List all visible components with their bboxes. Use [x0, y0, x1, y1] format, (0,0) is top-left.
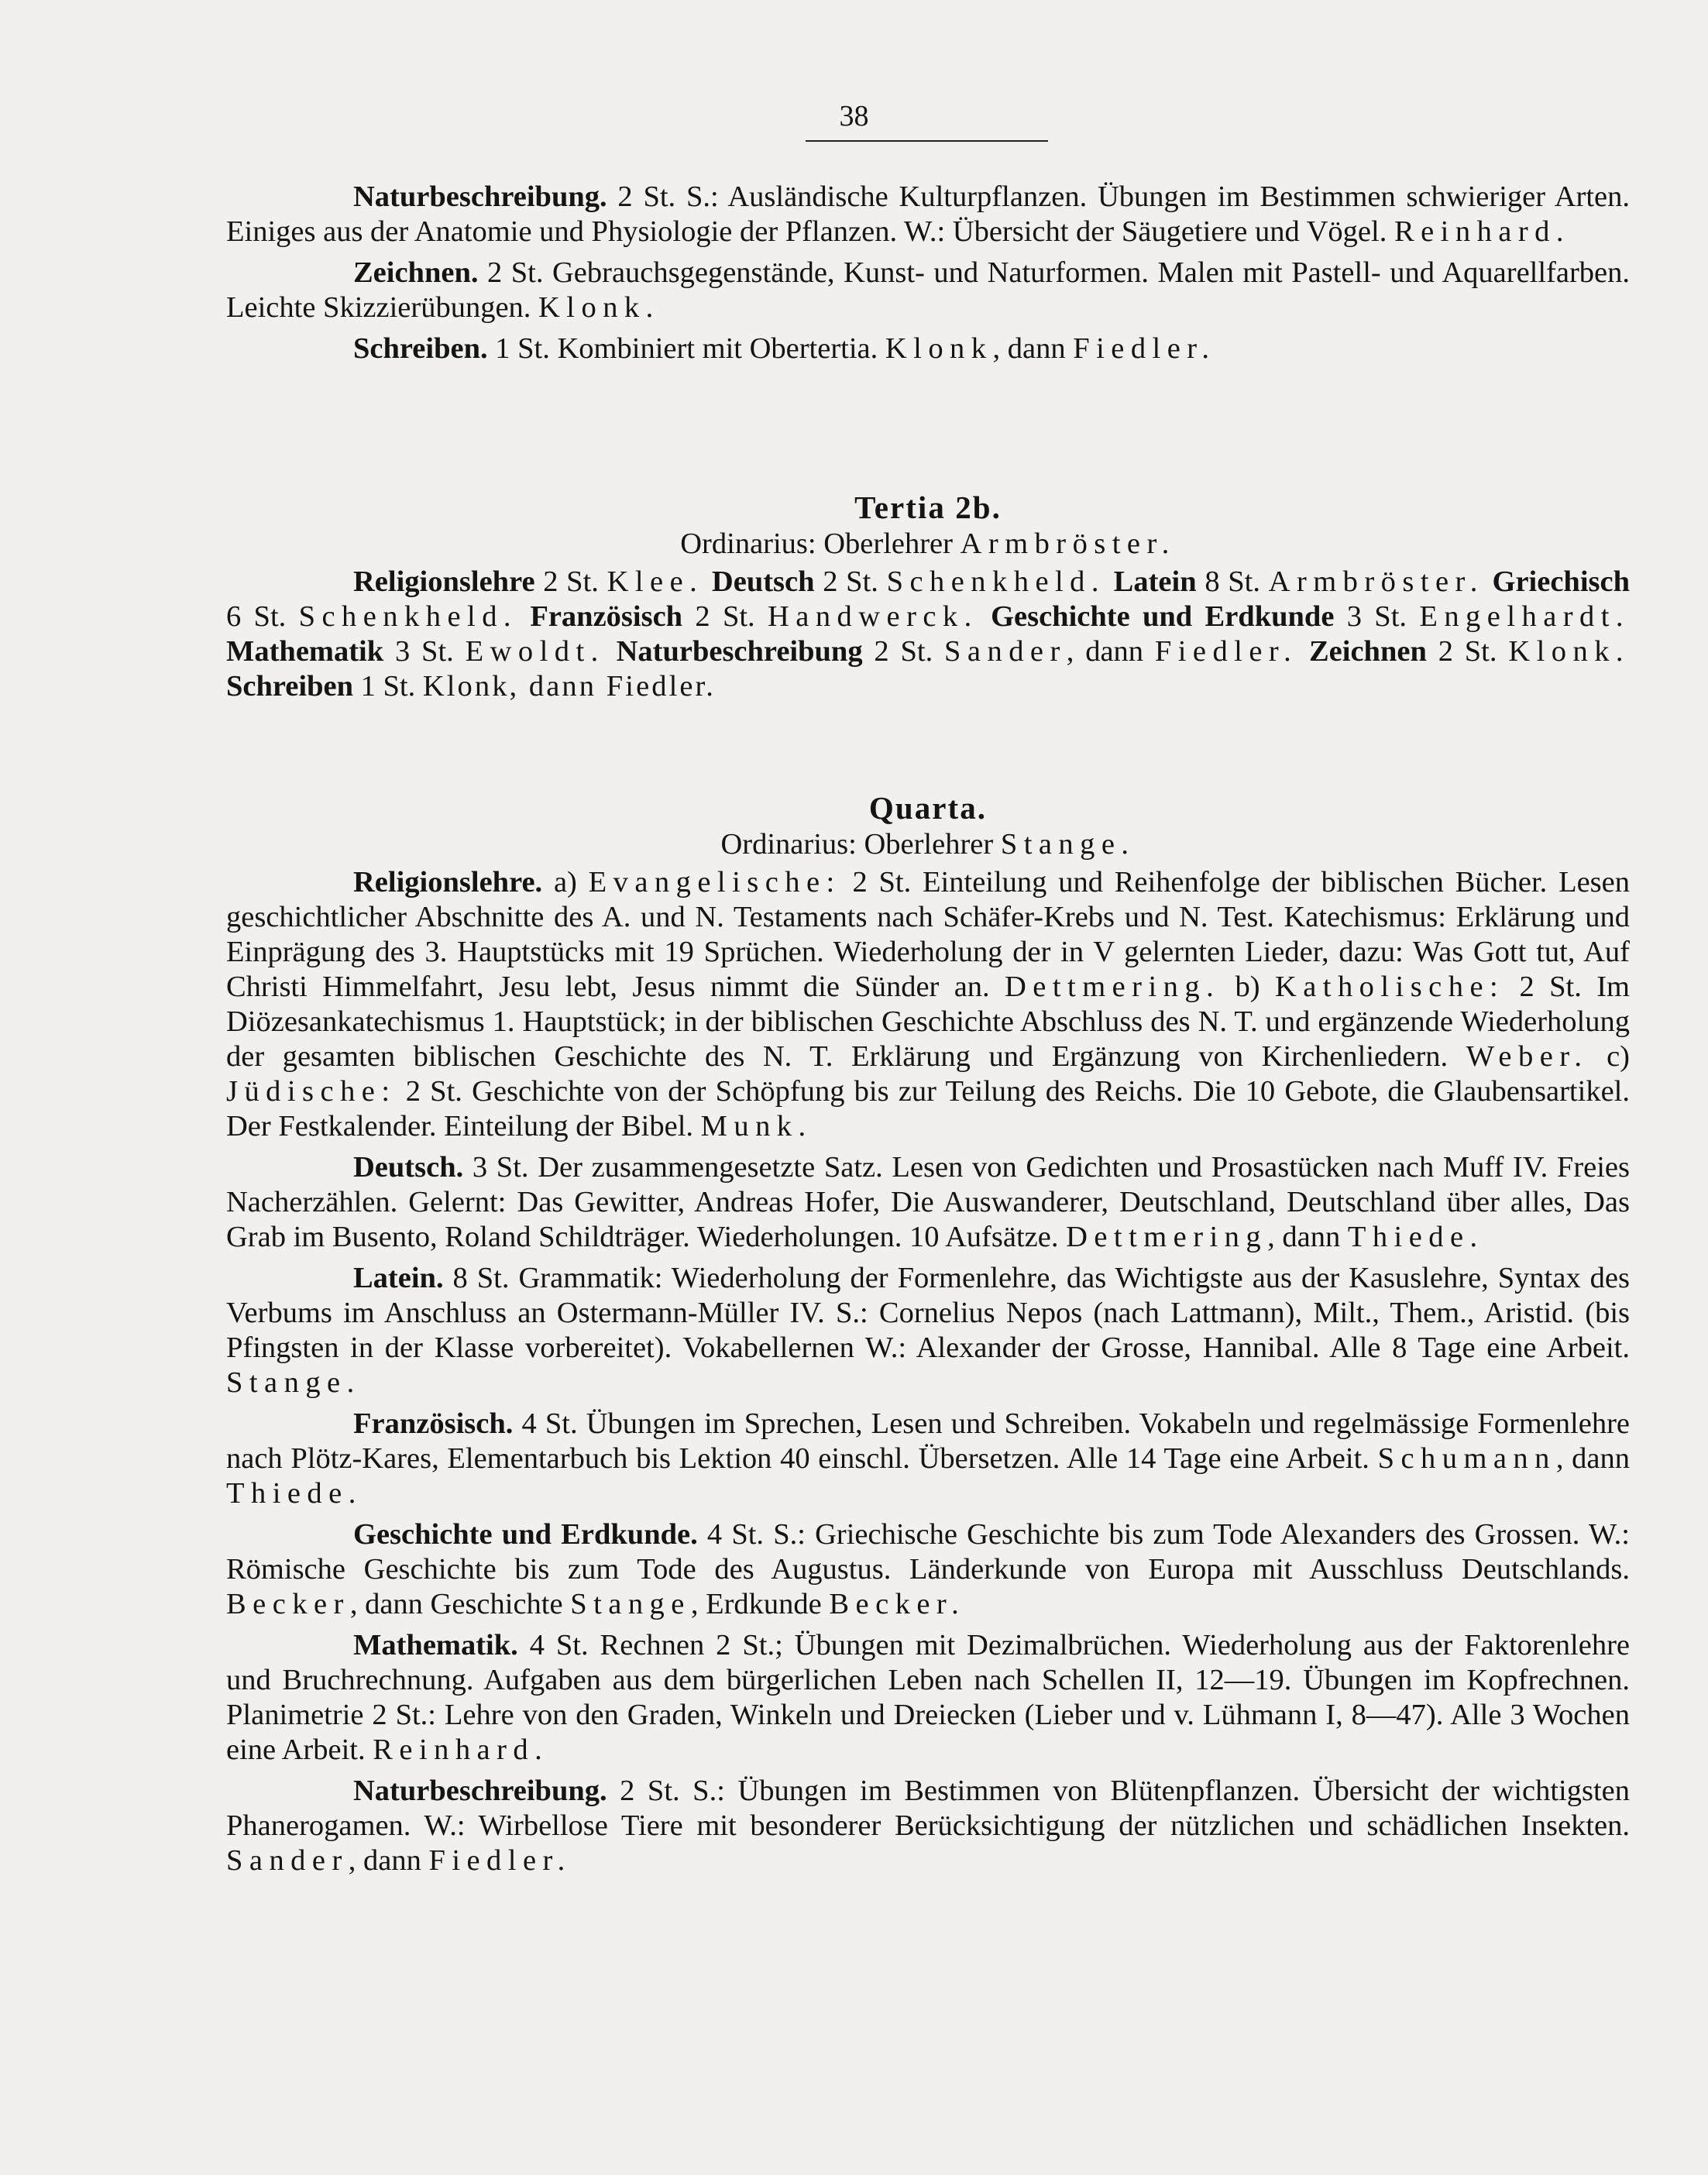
- teacher-name: Klonk.: [538, 291, 660, 324]
- ordinarius-name: Stange.: [1000, 828, 1136, 861]
- paragraph-text: 4 St. Rechnen 2 St.; Übungen mit Dezimalbrüchen. Wiederholung aus der Faktorenlehre und Bruchrechnung. Aufgaben aus dem bürgerlichen Leben nach Schellen II, 12—19. Übungen im Kopfrechnen. Planimetrie 2 St.: Lehre von den Graden, Winkeln und Dreiecken (Lieber und v. Lühmann I, 8—47). Alle 3 Wochen eine Arbeit.: [226, 1629, 1630, 1766]
- teacher-name: Thiede.: [1347, 1221, 1484, 1253]
- ordinarius-line: [226, 827, 1630, 862]
- text-connector: , dann: [992, 332, 1074, 365]
- paragraph-text: 2 St.: [1426, 635, 1509, 668]
- subject-heading: Naturbeschreibung: [604, 635, 863, 668]
- teacher-name: Schumann: [1377, 1442, 1556, 1475]
- teacher-name: Sander: [226, 1844, 349, 1877]
- teacher-name: Armbröster.: [1268, 565, 1484, 598]
- paragraph-schreiben-top: [226, 332, 1630, 366]
- paragraph-text: 2 St. Im Diözesankatechismus 1. Hauptstück; in der biblischen Geschichte Abschluss des N. T. und ergänzende Wiederholung der gesamten biblischen Geschichte des N. T. Erklärung und Ergänzung von Kirchenliedern.: [226, 971, 1630, 1073]
- teacher-name: Munk.: [700, 1110, 813, 1142]
- teacher-name: Klonk, dann Fiedler.: [422, 670, 716, 703]
- paragraph-mathematik: [226, 1628, 1630, 1768]
- paragraph-text: 8 St.: [1196, 565, 1269, 598]
- teacher-name: Sander: [944, 635, 1067, 668]
- spaced-term: Jüdische:: [226, 1075, 397, 1108]
- top-section: [226, 180, 1630, 366]
- paragraph-text: 4 St. S.: Griechische Geschichte bis zum Tode Alexanders des Grossen. W.: Römische Geschichte bis zum Tode des Augustus. Länderkunde von Europa mit Ausschluss Deutschlands.: [226, 1518, 1630, 1586]
- teacher-name: Engelhardt.: [1419, 600, 1631, 633]
- subject-heading: Latein: [1105, 565, 1197, 598]
- subject-heading: Mathematik: [226, 635, 384, 668]
- teacher-name: Fiedler.: [1154, 635, 1298, 668]
- text-connector: , dann: [1066, 635, 1155, 668]
- paragraph-text: c): [1588, 1040, 1630, 1073]
- paragraph-text: 1 St.: [353, 670, 423, 703]
- subject-heading: Zeichnen.: [353, 256, 479, 289]
- subject-heading: Mathematik.: [353, 1629, 518, 1661]
- subject-heading: Deutsch: [703, 565, 815, 598]
- subject-heading: Religionslehre.: [353, 866, 543, 899]
- paragraph-naturbeschreibung-top: [226, 180, 1630, 249]
- teacher-name: Fiedler.: [1073, 332, 1216, 365]
- subject-heading: Geschichte und Erdkunde.: [353, 1518, 698, 1551]
- page-number: 38: [839, 100, 869, 132]
- teacher-name: Becker.: [829, 1588, 966, 1620]
- paragraph-text: 6 St.: [226, 600, 299, 633]
- paragraph-franzoesisch: [226, 1407, 1630, 1511]
- text-connector: , dann Geschichte: [349, 1588, 571, 1620]
- teacher-name: Reinhard.: [373, 1733, 549, 1766]
- spaced-term: Evangelische:: [588, 866, 841, 899]
- subject-heading: Naturbeschreibung.: [353, 1775, 607, 1807]
- teacher-name: Schenkheld.: [886, 565, 1105, 598]
- teacher-name: Klee.: [607, 565, 704, 598]
- paragraph-geschichte: [226, 1517, 1630, 1622]
- paragraph-text: 2 St. Geschichte von der Schöpfung bis zur Teilung des Reichs. Die 10 Gebote, die Glaubensartikel. Der Festkalender. Einteilung der Bibel.: [226, 1075, 1630, 1142]
- teacher-name: Thiede.: [226, 1477, 363, 1510]
- paragraph-religionslehre: [226, 865, 1630, 1144]
- text-connector: , Erdkunde: [690, 1588, 830, 1620]
- teacher-name: Dettmering: [1066, 1221, 1268, 1253]
- teacher-name: Stange: [570, 1588, 691, 1620]
- ordinarius-label: Ordinarius: Oberlehrer: [720, 828, 1001, 861]
- subject-heading: Geschichte und Erdkunde: [978, 600, 1335, 633]
- paragraph-text: 2 St. S.: Übungen im Bestimmen von Blütenpflanzen. Übersicht der wichtigsten Phanerogamen. W.: Wirbellose Tiere mit besonderer Berücksichtigung der nützlichen und schädlichen Insekten.: [226, 1775, 1630, 1842]
- paragraph-text: 2 St.: [682, 600, 768, 633]
- section-title-tertia: Tertia 2b.: [854, 490, 1002, 525]
- subject-heading: Französisch.: [353, 1407, 514, 1440]
- paragraph-text: 4 St. Übungen im Sprechen, Lesen und Schreiben. Vokabeln und regelmässige Formenlehre nach Plötz-Kares, Elementarbuch bis Lektion 40 einschl. Übersetzen. Alle 14 Tage eine Arbeit.: [226, 1407, 1630, 1475]
- paragraph-text: b): [1220, 971, 1275, 1003]
- paragraph-text: 2 St.: [862, 635, 945, 668]
- header-rule: [806, 140, 1048, 142]
- subject-heading: Latein.: [353, 1262, 444, 1294]
- teacher-name: Ewoldt.: [465, 635, 605, 668]
- teacher-name: Handwerck.: [767, 600, 978, 633]
- subject-heading: Französisch: [517, 600, 683, 633]
- subject-heading: Schreiben: [226, 670, 354, 703]
- teacher-name: Stange.: [226, 1366, 361, 1399]
- paragraph-text: 3 St.: [383, 635, 466, 668]
- ordinarius-name: Armbröster.: [960, 527, 1176, 560]
- paragraph-text: 3 St.: [1334, 600, 1420, 633]
- paragraph-text: a): [542, 866, 589, 899]
- teacher-name: Becker: [226, 1588, 350, 1620]
- paragraph-naturbeschreibung: [226, 1774, 1630, 1878]
- subject-heading: Deutsch.: [353, 1151, 464, 1184]
- teacher-name: Fiedler.: [428, 1844, 572, 1877]
- tertia-section: [226, 488, 1630, 704]
- paragraph-text: 2 St. Gebrauchsgegenstände, Kunst- und Naturformen. Malen mit Pastell- und Aquarellfarben. Leichte Skizzierübungen.: [226, 256, 1630, 324]
- ordinarius-label: Ordinarius: Oberlehrer: [680, 527, 961, 560]
- paragraph-text: 2 St.: [814, 565, 887, 598]
- paragraph-text: 1 St. Kombiniert mit Obertertia.: [487, 332, 885, 365]
- subject-heading: Zeichnen: [1297, 635, 1427, 668]
- quarta-section: [226, 789, 1630, 1878]
- text-connector: , dann: [1267, 1221, 1348, 1253]
- paragraph-text: 2 St. Einteilung und Reihenfolge der biblischen Bücher. Lesen geschichtlicher Abschnitte des A. und N. Testaments nach Schäfer-Krebs und N. Test. Katechismus: Erklärung und Einprägung des 3. Hauptstücks mit 19 Sprüchen. Wiederholung der in V gelernten Lieder, dazu: Was Gott tut, Auf Christi Himmelfahrt, Jesu lebt, Jesus nimmt die Sünder an.: [226, 866, 1630, 1003]
- paragraph-text: 2 St.: [534, 565, 607, 598]
- subject-heading: Schreiben.: [353, 332, 488, 365]
- paragraph-tertia-subjects: [226, 565, 1630, 704]
- spaced-term: Katholische:: [1274, 971, 1505, 1003]
- paragraph-text: 3 St. Der zusammengesetzte Satz. Lesen von Gedichten und Prosastücken nach Muff IV. Freies Nacherzählen. Gelernt: Das Gewitter, Andreas Hofer, Die Auswanderer, Deutschland, Deutschland über alles, Das Grab im Busento, Roland Schildträger. Wiederholungen. 10 Aufsätze.: [226, 1151, 1630, 1253]
- section-title-quarta: Quarta.: [868, 790, 988, 826]
- subject-heading: Religionslehre: [353, 565, 535, 598]
- text-connector: , dann: [1555, 1442, 1630, 1475]
- teacher-name: Dettmering.: [1005, 971, 1221, 1003]
- teacher-name: Schenkheld.: [298, 600, 518, 633]
- subject-heading: Griechisch: [1483, 565, 1631, 598]
- teacher-name: Klonk: [885, 332, 993, 365]
- teacher-name: Weber.: [1466, 1040, 1589, 1073]
- paragraph-deutsch: [226, 1150, 1630, 1255]
- subject-heading: Naturbeschreibung.: [353, 180, 607, 213]
- paragraph-text: 8 St. Grammatik: Wiederholung der Formenlehre, das Wichtigste aus der Kasuslehre, Syntax des Verbums im Anschluss an Ostermann-Müller IV. S.: Cornelius Nepos (nach Lattmann), Milt., Them., Aristid. (bis Pfingsten in der Klasse vorbereitet). Vokabellernen W.: Alexander der Grosse, Hannibal. Alle 8 Tage eine Arbeit.: [226, 1262, 1630, 1364]
- text-connector: , dann: [348, 1844, 429, 1877]
- teacher-name: Klonk.: [1508, 635, 1631, 668]
- paragraph-latein: [226, 1261, 1630, 1400]
- paragraph-text: 2 St. S.: Ausländische Kulturpflanzen. Übungen im Bestimmen schwieriger Arten. Einiges aus der Anatomie und Physiologie der Pflanzen. W.: Übersicht der Säugetiere und Vögel.: [226, 180, 1630, 248]
- paragraph-zeichnen-top: [226, 256, 1630, 325]
- ordinarius-line: [226, 527, 1630, 562]
- teacher-name: Reinhard.: [1394, 215, 1570, 248]
